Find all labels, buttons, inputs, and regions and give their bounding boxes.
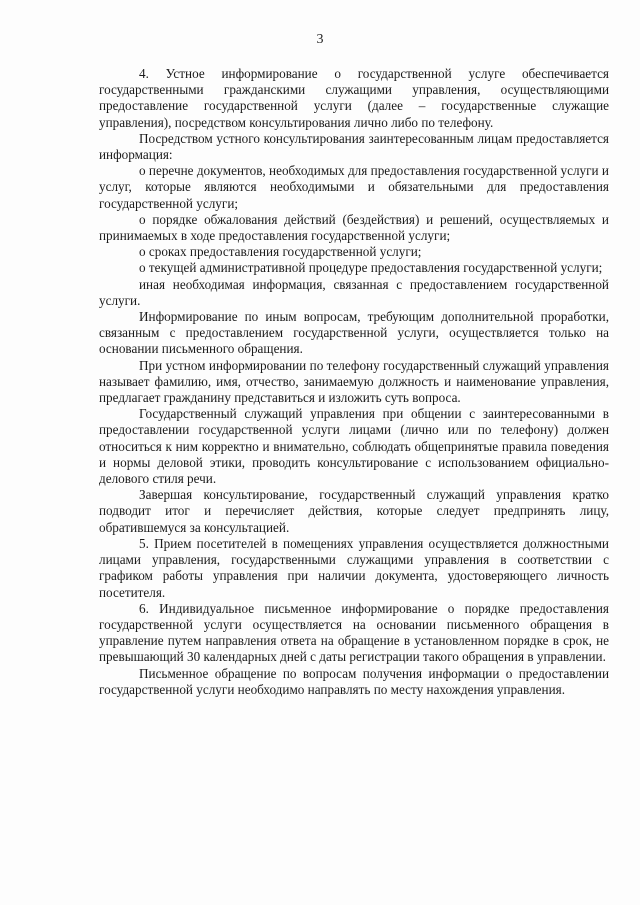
paragraph-reception: 5. Прием посетителей в помещениях управления осуществляется должностными лицами управления, государственными служащими управления в соответствии с графиком работы управления при наличии документа, удостоверяющего личность посетителя. — [99, 535, 609, 600]
paragraph-informing-oral: 4. Устное информирование о государственной услуге обеспечивается государственными гражданскими служащими управления, осуществляющими предоставление государственной услуги (далее – государственные служащие управления), посредством консультирования лично либо по телефону. — [99, 66, 609, 130]
paragraph-written-informing: 6. Индивидуальное письменное информирование о порядке предоставления государственной услуги осуществляется на основании письменного обращения в управление путем направления ответа на обращение в установленном порядке в срок, не превышающий 30 календарных дней с даты регистрации такого обращения в управлении. — [99, 600, 609, 665]
list-item-other-info: иная необходимая информация, связанная с предоставлением государственной услуги. — [99, 276, 609, 308]
paragraph-phone-informing: При устном информировании по телефону государственный служащий управления называет фамилию, имя, отчество, занимаемую должность и наименование управления, предлагает гражданину представиться и изложить суть вопроса. — [99, 357, 609, 406]
page-number: 3 — [316, 32, 324, 47]
paragraph-consulting-intro: Посредством устного консультирования заинтересованным лицам предоставляется информация: — [99, 130, 609, 163]
paragraph-other-questions: Информирование по иным вопросам, требующим дополнительной проработки, связанным с предоставлением государственной услуги, осуществляется только на основании письменного обращения. — [99, 309, 609, 357]
paragraph-finishing: Завершая консультирование, государственный служащий управления кратко подводит итог и перечисляет действия, которые следует предпринять лицу, обратившемуся за консультацией. — [99, 487, 609, 535]
list-item-documents: о перечне документов, необходимых для предоставления государственной услуги и услуг, которые являются необходимыми и обязательными для предоставления государственной услуги; — [99, 163, 609, 211]
list-item-deadlines: о сроках предоставления государственной услуги; — [139, 244, 422, 260]
document-body — [99, 66, 609, 698]
paragraph-conduct: Государственный служащий управления при общении с заинтересованными в предоставлении государственной услуги лицами (лично или по телефону) должен относиться к ним корректно и внимательно, соблюдать общепринятые правила поведения и нормы деловой этики, проводить консультирование с использованием официально-делового стиля речи. — [99, 406, 609, 487]
list-item-appeal: о порядке обжалования действий (бездействия) и решений, осуществляемых и принимаемых в ходе предоставления государственной услуги; — [99, 211, 609, 244]
list-item-procedure: о текущей административной процедуре предоставления государственной услуги; — [139, 260, 603, 276]
paragraph-written-address: Письменное обращение по вопросам получения информации о предоставлении государственной услуги необходимо направлять по месту нахождения управления. — [99, 665, 609, 697]
